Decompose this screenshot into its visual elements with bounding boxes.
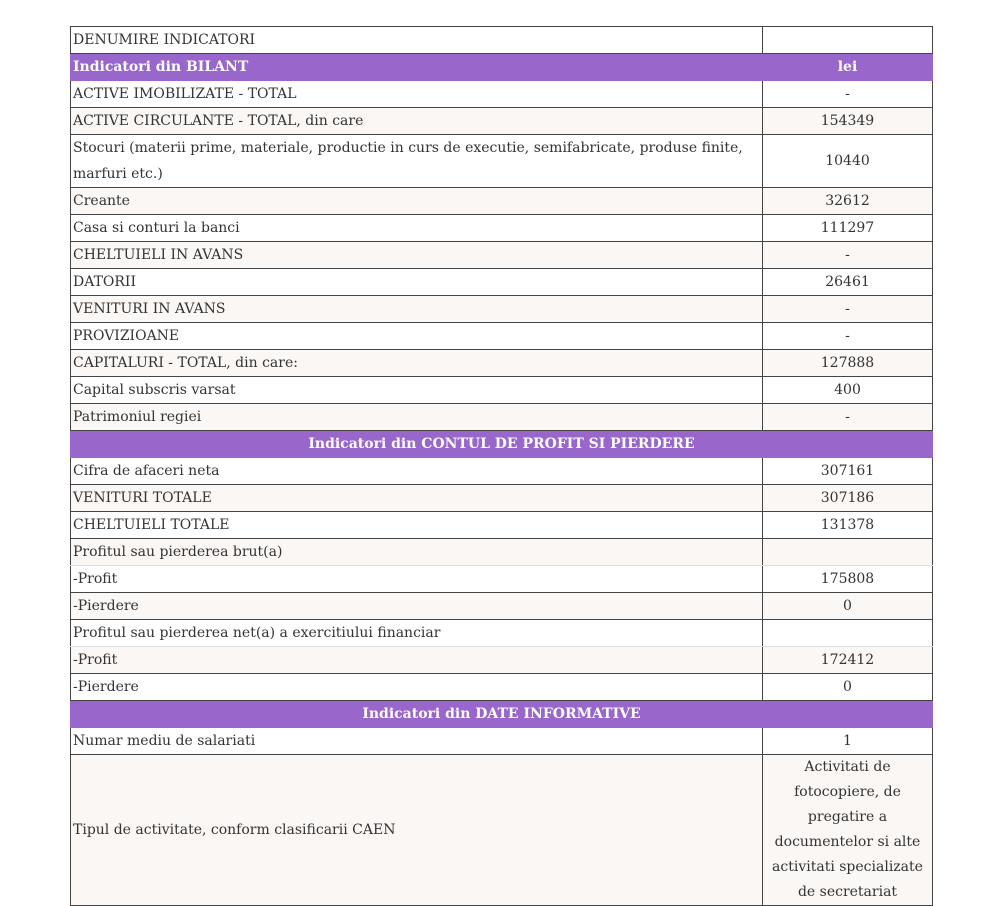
row-value: 307161 [763, 458, 933, 485]
table-row [71, 81, 933, 108]
row-label: -Pierdere [71, 593, 763, 620]
row-label: PROVIZIOANE [71, 323, 763, 350]
row-value: 26461 [763, 269, 933, 296]
table-row [71, 755, 933, 906]
title-row [71, 27, 933, 54]
row-value: 154349 [763, 108, 933, 135]
row-label: Cifra de afaceri neta [71, 458, 763, 485]
row-value: - [763, 242, 933, 269]
table-row [71, 377, 933, 404]
row-value: 400 [763, 377, 933, 404]
row-value: 131378 [763, 512, 933, 539]
table-row [71, 485, 933, 512]
row-value: Activitati de fotocopiere, de pregatire a documentelor si alte activitati specializate de secretariat [763, 755, 933, 906]
table-row [71, 269, 933, 296]
row-value: 111297 [763, 215, 933, 242]
table-row [71, 215, 933, 242]
row-value: 307186 [763, 485, 933, 512]
info-header-row [71, 701, 933, 728]
table-row [71, 674, 933, 701]
row-value: 172412 [763, 647, 933, 674]
row-label: Stocuri (materii prime, materiale, productie in curs de executie, semifabricate, produse finite, marfuri etc.) [71, 135, 763, 188]
title-label: DENUMIRE INDICATORI [71, 27, 763, 54]
financial-indicators-table [70, 26, 933, 906]
row-label: -Profit [71, 647, 763, 674]
row-value: 127888 [763, 350, 933, 377]
row-label: ACTIVE IMOBILIZATE - TOTAL [71, 81, 763, 108]
row-label: ACTIVE CIRCULANTE - TOTAL, din care [71, 108, 763, 135]
row-label: CAPITALURI - TOTAL, din care: [71, 350, 763, 377]
row-label: -Pierdere [71, 674, 763, 701]
table-row [71, 242, 933, 269]
row-label: Tipul de activitate, conform clasificarii CAEN [71, 755, 763, 906]
row-value: 175808 [763, 566, 933, 593]
table-row [71, 296, 933, 323]
row-value: 0 [763, 593, 933, 620]
row-label: Profitul sau pierderea net(a) a exercitiului financiar [71, 620, 763, 647]
table-row [71, 323, 933, 350]
bilant-header-unit: lei [763, 54, 933, 81]
table-row [71, 188, 933, 215]
row-label: Capital subscris varsat [71, 377, 763, 404]
row-value: 0 [763, 674, 933, 701]
row-label: -Profit [71, 566, 763, 593]
table-row [71, 135, 933, 188]
table-row [71, 512, 933, 539]
row-label: Creante [71, 188, 763, 215]
table-row [71, 593, 933, 620]
table-row [71, 539, 933, 566]
row-value: - [763, 404, 933, 431]
row-value [763, 620, 933, 647]
row-label: CHELTUIELI TOTALE [71, 512, 763, 539]
row-label: Casa si conturi la banci [71, 215, 763, 242]
row-label: Numar mediu de salariati [71, 728, 763, 755]
row-label: Patrimoniul regiei [71, 404, 763, 431]
table-row [71, 350, 933, 377]
row-label: VENITURI TOTALE [71, 485, 763, 512]
table-row [71, 647, 933, 674]
profit-header-row [71, 431, 933, 458]
table-row [71, 404, 933, 431]
table-row [71, 566, 933, 593]
table-row [71, 458, 933, 485]
title-value [763, 27, 933, 54]
profit-header-label: Indicatori din CONTUL DE PROFIT SI PIERDERE [71, 431, 933, 458]
table-row [71, 108, 933, 135]
row-value: - [763, 81, 933, 108]
row-value [763, 539, 933, 566]
row-label: VENITURI IN AVANS [71, 296, 763, 323]
row-value: 32612 [763, 188, 933, 215]
row-label: DATORII [71, 269, 763, 296]
row-value: 10440 [763, 135, 933, 188]
table-row [71, 620, 933, 647]
row-label: Profitul sau pierderea brut(a) [71, 539, 763, 566]
table-row [71, 728, 933, 755]
row-value: - [763, 296, 933, 323]
row-value: - [763, 323, 933, 350]
bilant-header-label: Indicatori din BILANT [71, 54, 763, 81]
info-header-label: Indicatori din DATE INFORMATIVE [71, 701, 933, 728]
row-value: 1 [763, 728, 933, 755]
bilant-header-row [71, 54, 933, 81]
row-label: CHELTUIELI IN AVANS [71, 242, 763, 269]
